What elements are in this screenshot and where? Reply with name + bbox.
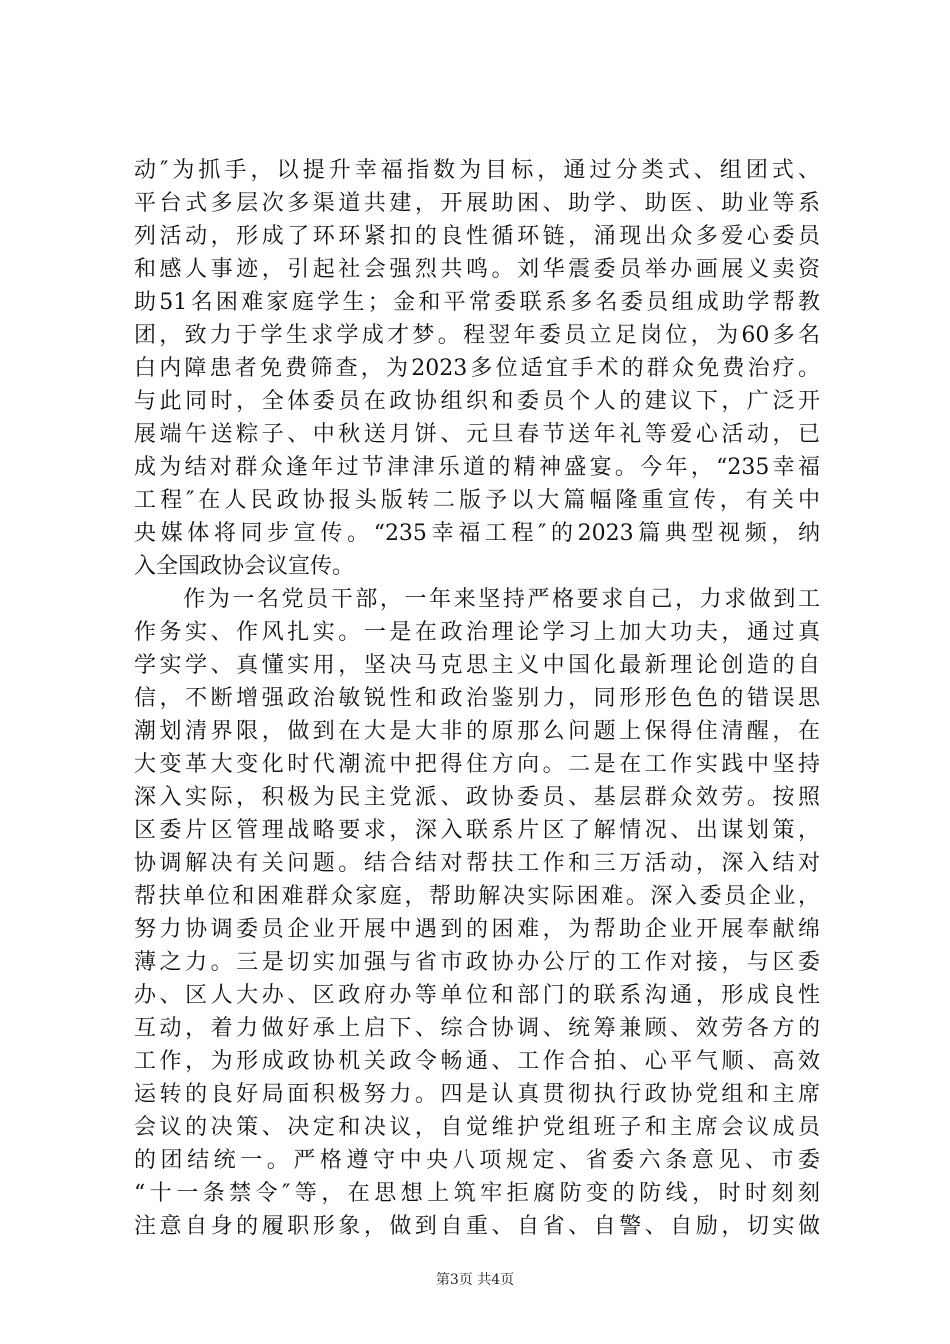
text-line: 信，不断增强政治敏锐性和政治鉴别力，同形形色色的错误思 bbox=[134, 686, 820, 711]
page-number-label: 第3页 共4页 bbox=[435, 1272, 515, 1288]
text-line: 薄之力。三是切实加强与省市政协办公厅的工作对接，与区委 bbox=[134, 950, 820, 975]
text-line: 央媒体将同步宣传。“235幸福工程″的2023篇典型视频，纳 bbox=[134, 521, 820, 546]
text-line: 与此同时，全体委员在政协组织和委员个人的建议下，广泛开 bbox=[134, 389, 820, 414]
text-line: 动″为抓手，以提升幸福指数为目标，通过分类式、组团式、 bbox=[134, 158, 820, 183]
text-line: 作务实、作风扎实。一是在政治理论学习上加大功夫，通过真 bbox=[134, 620, 820, 645]
text-line: 会议的决策、决定和决议，自觉维护党组班子和主席会议成员 bbox=[134, 1115, 820, 1140]
text-line: 成为结对群众逢年过节津津乐道的精神盛宴。今年，“235幸福 bbox=[134, 455, 820, 480]
text-line: 团，致力于学生求学成才梦。程翌年委员立足岗位，为60多名 bbox=[134, 323, 820, 348]
text-line: 平台式多层次多渠道共建，开展助困、助学、助医、助业等系 bbox=[134, 191, 820, 216]
text-line: 的团结统一。严格遵守中央八项规定、省委六条意见、市委 bbox=[134, 1148, 820, 1173]
text-line: 办、区人大办、区政府办等单位和部门的联系沟通，形成良性 bbox=[134, 983, 820, 1008]
text-line-paragraph-start: 作为一名党员干部，一年来坚持严格要求自己，力求做到工 bbox=[134, 587, 820, 612]
text-line: 工作，为形成政协机关政令畅通、工作合拍、心平气顺、高效 bbox=[134, 1049, 820, 1074]
text-line: 互动，着力做好承上启下、综合协调、统筹兼顾、效劳各方的 bbox=[134, 1016, 820, 1041]
text-line: 助51名困难家庭学生；金和平常委联系多名委员组成助学帮教 bbox=[134, 290, 820, 315]
text-line-paragraph-end: 入全国政协会议宣传。 bbox=[134, 554, 355, 579]
body-text bbox=[134, 154, 820, 1243]
text-line: “十一条禁令″等，在思想上筑牢拒腐防变的防线，时时刻刻 bbox=[134, 1181, 820, 1206]
text-line: 工程″在人民政协报头版转二版予以大篇幅隆重宣传，有关中 bbox=[134, 488, 820, 513]
text-line: 运转的良好局面积极努力。四是认真贯彻执行政协党组和主席 bbox=[134, 1082, 820, 1107]
text-line: 努力协调委员企业开展中遇到的困难，为帮助企业开展奉献绵 bbox=[134, 917, 820, 942]
text-line: 列活动，形成了环环紧扣的良性循环链，涌现出众多爱心委员 bbox=[134, 224, 820, 249]
text-line: 展端午送粽子、中秋送月饼、元旦春节送年礼等爱心活动，已 bbox=[134, 422, 820, 447]
text-line: 白内障患者免费筛查，为2023多位适宜手术的群众免费治疗。 bbox=[134, 356, 820, 381]
page-footer bbox=[0, 1270, 950, 1290]
text-line: 帮扶单位和困难群众家庭，帮助解决实际困难。深入委员企业， bbox=[134, 884, 820, 909]
text-line: 大变革大变化时代潮流中把得住方向。二是在工作实践中坚持 bbox=[134, 752, 820, 777]
text-line: 注意自身的履职形象，做到自重、自省、自警、自励，切实做 bbox=[134, 1214, 820, 1239]
text-line: 学实学、真懂实用，坚决马克思主义中国化最新理论创造的自 bbox=[134, 653, 820, 678]
text-line: 和感人事迹，引起社会强烈共鸣。刘华震委员举办画展义卖资 bbox=[134, 257, 820, 282]
text-line: 深入实际，积极为民主党派、政协委员、基层群众效劳。按照 bbox=[134, 785, 820, 810]
text-line: 潮划清界限，做到在大是大非的原那么问题上保得住清醒，在 bbox=[134, 719, 820, 744]
text-line: 协调解决有关问题。结合结对帮扶工作和三万活动，深入结对 bbox=[134, 851, 820, 876]
text-line: 区委片区管理战略要求，深入联系片区了解情况、出谋划策， bbox=[134, 818, 820, 843]
